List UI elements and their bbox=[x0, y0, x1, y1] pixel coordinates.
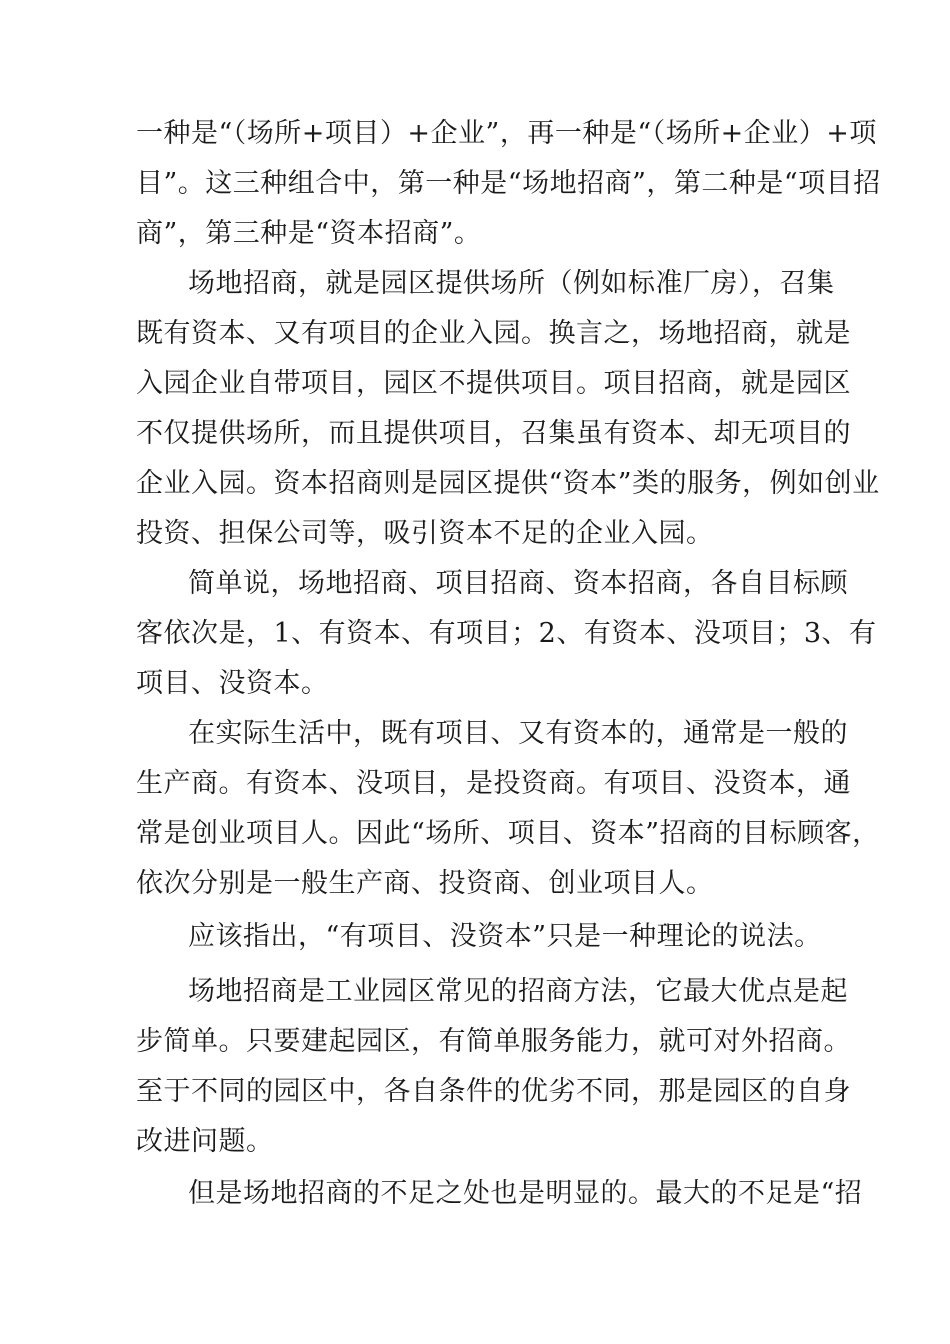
paragraph-first-line: 场地招商，就是园区提供场所（例如标准厂房），召集 bbox=[188, 268, 835, 299]
text-line: 既有资本、又有项目的企业入园。换言之，场地招商，就是 bbox=[136, 318, 851, 349]
text-line: 入园企业自带项目，园区不提供项目。项目招商，就是园区 bbox=[136, 368, 851, 399]
paragraph-first-line: 简单说，场地招商、项目招商、资本招商，各自目标顾 bbox=[188, 568, 848, 599]
text-line: 至于不同的园区中，各自条件的优劣不同，那是园区的自身 bbox=[136, 1076, 851, 1107]
text-line: 目”。这三种组合中，第一种是“场地招商”，第二种是“项目招 bbox=[136, 168, 881, 199]
text-line: 生产商。有资本、没项目，是投资商。有项目、没资本，通 bbox=[136, 768, 851, 799]
text-line: 商”，第三种是“资本招商”。 bbox=[136, 218, 482, 249]
paragraph-first-line: 应该指出，“有项目、没资本”只是一种理论的说法。 bbox=[188, 921, 822, 952]
text-line: 步简单。只要建起园区，有简单服务能力，就可对外招商。 bbox=[136, 1026, 851, 1057]
paragraph-first-line: 但是场地招商的不足之处也是明显的。最大的不足是“招 bbox=[188, 1178, 863, 1209]
text-line: 改进问题。 bbox=[136, 1126, 274, 1157]
text-line: 一种是“（场所+项目）+企业”，再一种是“（场所+企业）+项 bbox=[136, 118, 877, 149]
text-line: 项目、没资本。 bbox=[136, 668, 329, 699]
text-line: 客依次是，1、有资本、有项目；2、有资本、没项目；3、有 bbox=[136, 618, 877, 649]
text-line: 企业入园。资本招商则是园区提供“资本”类的服务，例如创业 bbox=[136, 468, 880, 499]
text-line: 投资、担保公司等，吸引资本不足的企业入园。 bbox=[136, 518, 714, 549]
text-line: 不仅提供场所，而且提供项目，召集虽有资本、却无项目的 bbox=[136, 418, 851, 449]
text-line: 常是创业项目人。因此“场所、项目、资本”招商的目标顾客， bbox=[136, 818, 880, 849]
paragraph-first-line: 场地招商是工业园区常见的招商方法，它最大优点是起 bbox=[188, 976, 848, 1007]
paragraph-first-line: 在实际生活中，既有项目、又有资本的，通常是一般的 bbox=[188, 718, 848, 749]
text-line: 依次分别是一般生产商、投资商、创业项目人。 bbox=[136, 868, 714, 899]
